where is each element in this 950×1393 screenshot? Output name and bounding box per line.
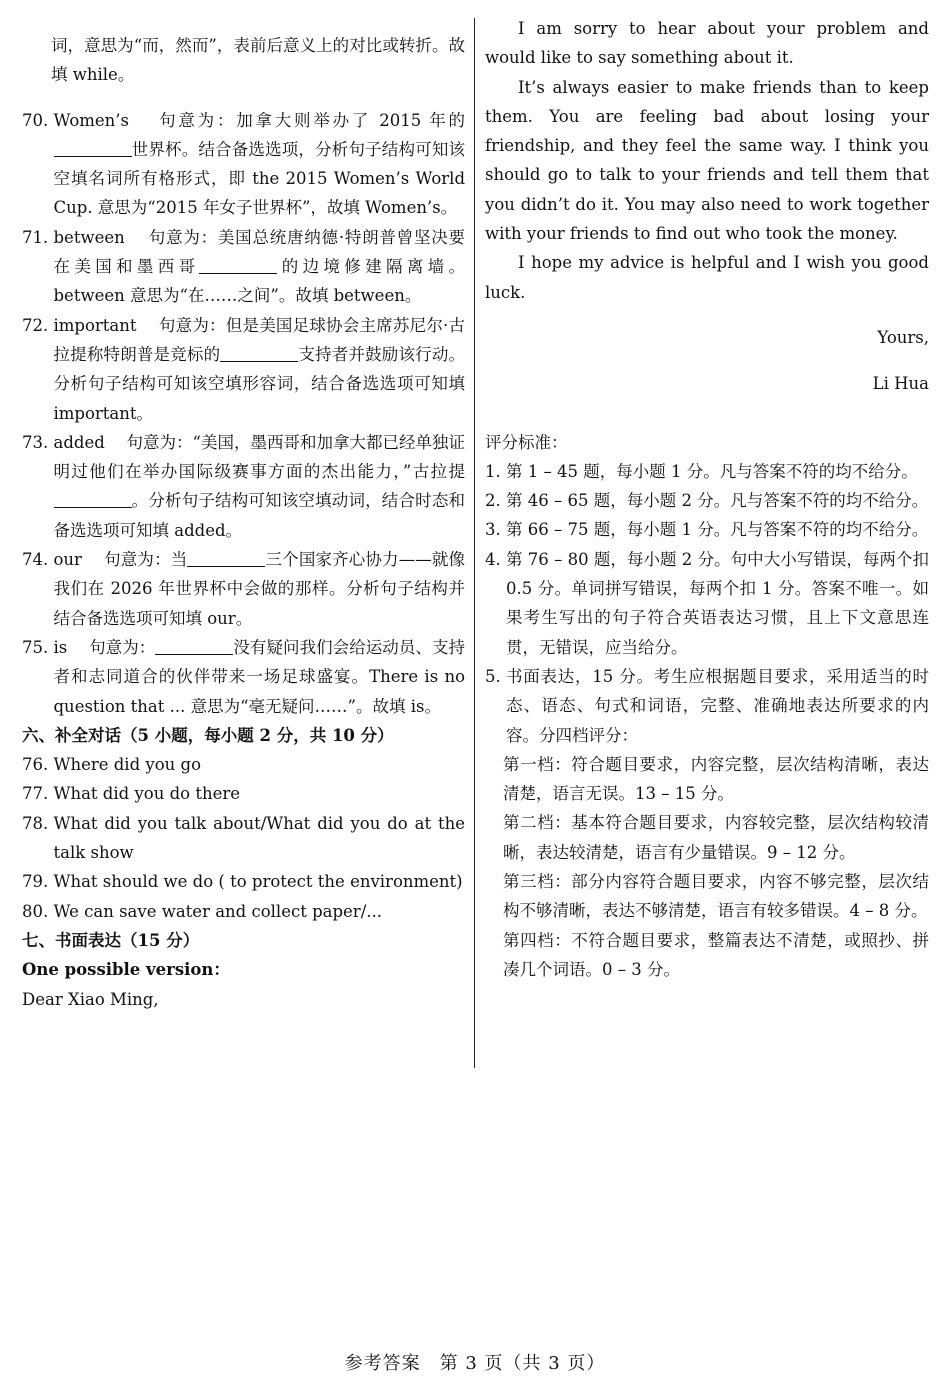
blank-line [199,257,277,275]
criteria-number: 3. [485,520,506,540]
grade-level: 第三档：部分内容符合题目要求，内容不够完整，层次结构不够清晰，表达不够清楚，语言有较多错误。4 – 8 分。 [503,872,929,921]
blank-line [54,139,132,157]
blank-line [155,637,233,655]
answer-74 [22,545,465,633]
question-number: 73. [22,432,54,452]
question-number: 71. [22,227,54,247]
question-number: 78. [22,813,54,833]
letter-salutation: Dear Xiao Ming, [22,989,159,1009]
dialogue-answer [22,897,465,926]
criteria-item [485,515,929,544]
criteria-text: 第 1 – 45 题，每小题 1 分。凡与答案不符的均不给分。 [506,461,918,481]
blank-line [187,550,265,568]
answer-70 [22,106,465,223]
letter-paragraph: I am sorry to hear about your problem and would like to say something about it. [485,19,929,68]
answer-text: Where did you go [53,755,202,775]
section-6-title: 六、补全对话（5 小题，每小题 2 分，共 10 分） [22,725,394,745]
question-number: 74. [22,550,54,570]
criteria-text: 第 46 – 65 题，每小题 2 分。凡与答案不符的均不给分。 [506,491,929,511]
criteria-number: 1. [485,461,506,481]
question-number: 75. [22,637,54,657]
dialogue-answer [22,779,465,808]
left-column [22,14,465,1014]
answer-text: What did you talk about/What did you do at the talk show [53,813,465,863]
version-label: One possible version： [22,960,230,980]
intro-text: 词，意思为“而，然而”，表前后意义上的对比或转折。故填 while。 [51,35,465,84]
letter-paragraph: I hope my advice is helpful and I wish you good luck. [485,253,929,302]
answer-73 [22,428,465,545]
grade-level: 第一档：符合题目要求，内容完整，层次结构清晰，表达清楚，语言无误。13 – 15 分。 [503,754,929,804]
answer-71 [22,223,465,311]
letter-paragraph: It’s always easier to make friends than to keep them. You are feeling bad about losing your friendship, and they feel the same way. I think you should go to talk to your friends and tell them that you didn’t do it. You may also need to work together with your friends to find out who took the money. [485,77,929,244]
blank-line [54,491,132,509]
question-number: 77. [22,784,54,804]
criteria-number: 5. [485,666,506,686]
letter-closing: Yours, [877,328,929,348]
criteria-text: 第 66 – 75 题，每小题 1 分。凡与答案不符的均不给分。 [506,520,929,540]
criteria-title: 评分标准： [485,432,568,452]
answer-text: important 句意为：但是美国足球协会主席苏尼尔·古拉提称特朗普是竞标的 支持者并鼓励该行动。分析句子结构可知该空填形容词，结合备选选项可知填 important。 [53,315,466,423]
question-number: 79. [22,872,54,892]
dialogue-answer [22,867,465,896]
question-number: 72. [22,315,54,335]
answer-text: Women’s 句意为：加拿大则举办了 2015 年的世界杯。结合备选选项，分析句子结构可知该空填名词所有格形式，即 the 2015 Women’s World Cup. 意思为“2015 年女子世界杯”，故填 Women’s。 [53,110,465,218]
answer-text: What should we do ( to protect the environment) [53,872,463,892]
column-divider [474,18,475,1068]
criteria-item [485,662,929,750]
answer-text: between 句意为：美国总统唐纳德·特朗普曾坚决要在美国和墨西哥 的边境修建隔离墙。between 意思为“在……之间”。故填 between。 [53,227,465,306]
dialogue-answer [22,809,465,868]
criteria-item [485,545,929,662]
letter-signature: Li Hua [872,374,929,394]
criteria-text: 书面表达，15 分。考生应根据题目要求，采用适当的时态、语态、句式和词语，完整、准确地表达所要求的内容。分四档评分： [506,666,929,745]
question-number: 70. [22,110,54,130]
grade-level: 第二档：基本符合题目要求，内容较完整，层次结构较清晰，表达较清楚，语言有少量错误。9 – 12 分。 [503,813,929,862]
answer-text: is 句意为： 没有疑问我们会给运动员、支持者和志同道合的伙伴带来一场足球盛宴。There is no question that ... 意思为“毫无疑问……”。故填 is。 [53,637,465,716]
blank-line [220,344,298,362]
answer-75 [22,633,465,721]
answer-text: our 句意为：当 三个国家齐心协力——就像我们在 2026 年世界杯中会做的那样。分析句子结构并结合备选选项可知填 our。 [53,550,465,628]
answer-text: What did you do there [53,784,240,804]
question-number: 76. [22,755,54,775]
grade-level: 第四档：不符合题目要求，整篇表达不清楚，或照抄、拼凑几个词语。0 – 3 分。 [503,930,929,979]
right-column [485,14,929,984]
criteria-item [485,457,929,486]
section-7-title: 七、书面表达（15 分） [22,930,200,950]
criteria-item [485,486,929,515]
criteria-text: 第 76 – 80 题，每小题 2 分。句中大小写错误，每两个扣 0.5 分。单词拼写错误，每两个扣 1 分。答案不唯一。如果考生写出的句子符合英语表达习惯，且上下文意思连贯，无错误，应当给分。 [506,549,929,657]
criteria-number: 2. [485,491,506,511]
answer-text: We can save water and collect paper/... [53,901,382,921]
question-number: 80. [22,901,54,921]
answer-text: added 句意为：“美国，墨西哥和加拿大都已经单独证明过他们在举办国际级赛事方面的杰出能力，”古拉提。分析句子结构可知该空填动词，结合时态和备选选项可知填 added。 [53,432,465,540]
dialogue-answer [22,750,465,779]
answer-72 [22,311,465,428]
spacer [485,399,929,428]
page-footer: 参考答案 第 3 页（共 3 页） [344,1353,606,1374]
criteria-number: 4. [485,549,506,569]
